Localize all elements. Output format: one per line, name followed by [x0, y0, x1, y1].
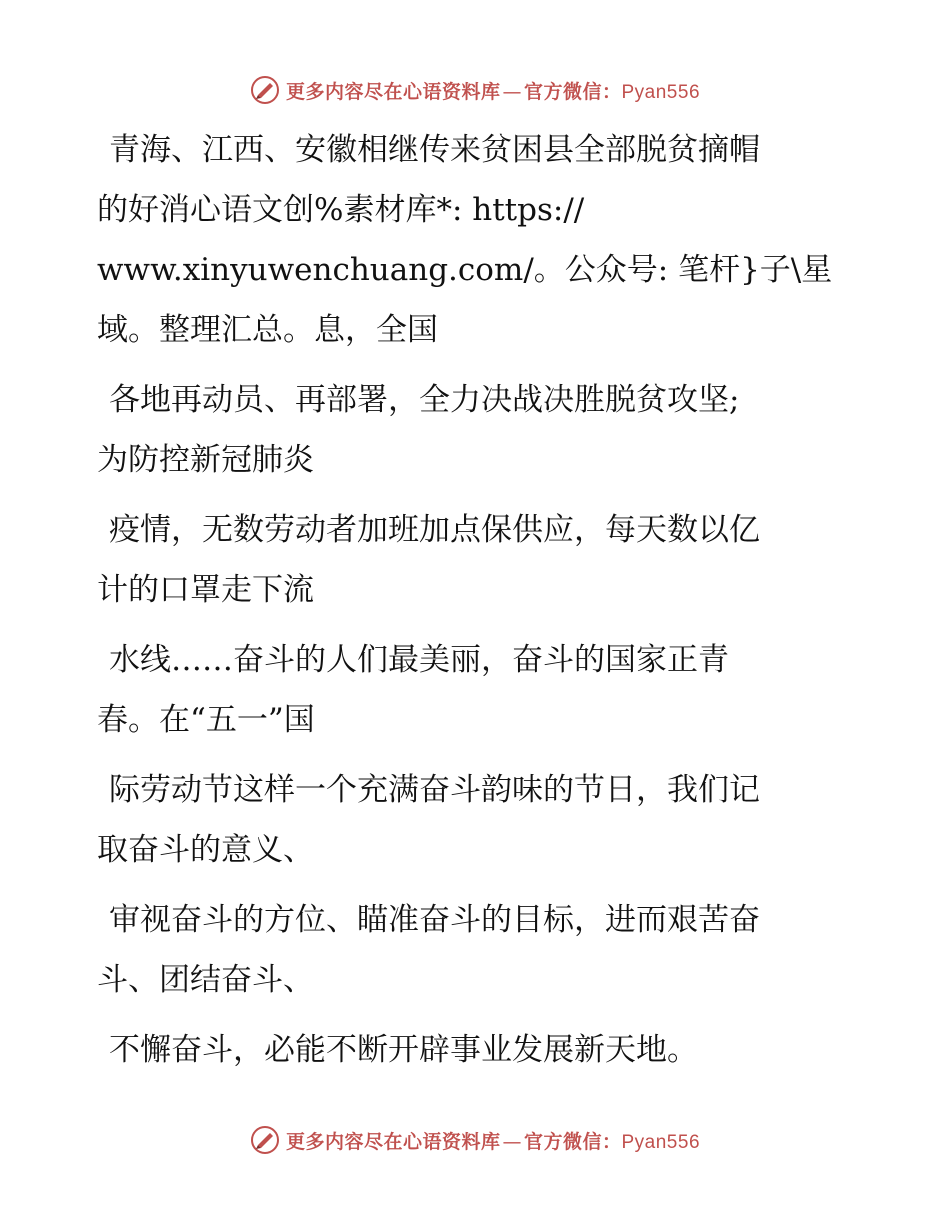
- banner-handle: Pyan556: [621, 81, 701, 103]
- paragraph-3: [97, 500, 837, 620]
- banner-dash: —: [502, 80, 522, 103]
- pen-logo-icon: [250, 1125, 280, 1155]
- text-line: 各地再动员、再部署，全力决战决胜脱贫攻坚;: [109, 382, 740, 418]
- text-line: 计的口罩走下流: [97, 572, 314, 608]
- pen-logo-icon: [250, 75, 280, 105]
- text-line: 的好消心语文创%素材库*: https://: [97, 192, 585, 228]
- text-line: 斗、团结奋斗、: [97, 962, 314, 998]
- text-line: 青海、江西、安徽相继传来贫困县全部脱贫摘帽: [109, 132, 760, 168]
- banner-main-text: 更多内容尽在心语资料库: [285, 1130, 501, 1153]
- banner-main-text: 更多内容尽在心语资料库: [285, 80, 501, 103]
- banner-handle: Pyan556: [621, 1131, 701, 1153]
- document-body: [97, 120, 837, 1090]
- text-line: 际劳动节这样一个充满奋斗韵味的节日，我们记: [109, 772, 760, 808]
- paragraph-7: [97, 1020, 837, 1080]
- banner-label: 官方微信：: [523, 1130, 622, 1153]
- text-line: 不懈奋斗，必能不断开辟事业发展新天地。: [109, 1032, 698, 1068]
- footer-watermark-banner: [0, 1120, 950, 1160]
- header-watermark-banner: [0, 70, 950, 110]
- text-line: www.xinyuwenchuang.com/。公众号: 笔杆}子\星: [97, 252, 833, 288]
- banner-dash: —: [502, 1130, 522, 1153]
- paragraph-6: [97, 890, 837, 1010]
- text-line: 疫情，无数劳动者加班加点保供应，每天数以亿: [109, 512, 760, 548]
- paragraph-5: [97, 760, 837, 880]
- text-line: 审视奋斗的方位、瞄准奋斗的目标，进而艰苦奋: [109, 902, 760, 938]
- paragraph-1: [97, 120, 837, 360]
- banner-text: [286, 77, 700, 104]
- paragraph-4: [97, 630, 837, 750]
- text-line: 水线……奋斗的人们最美丽，奋斗的国家正青: [109, 642, 729, 678]
- paragraph-2: [97, 370, 837, 490]
- text-line: 域。整理汇总。息，全国: [97, 312, 438, 348]
- text-line: 为防控新冠肺炎: [97, 442, 314, 478]
- banner-label: 官方微信：: [523, 80, 622, 103]
- text-line: 取奋斗的意义、: [97, 832, 314, 868]
- text-line: 春。在“五一”国: [97, 702, 315, 738]
- banner-text: [286, 1127, 700, 1154]
